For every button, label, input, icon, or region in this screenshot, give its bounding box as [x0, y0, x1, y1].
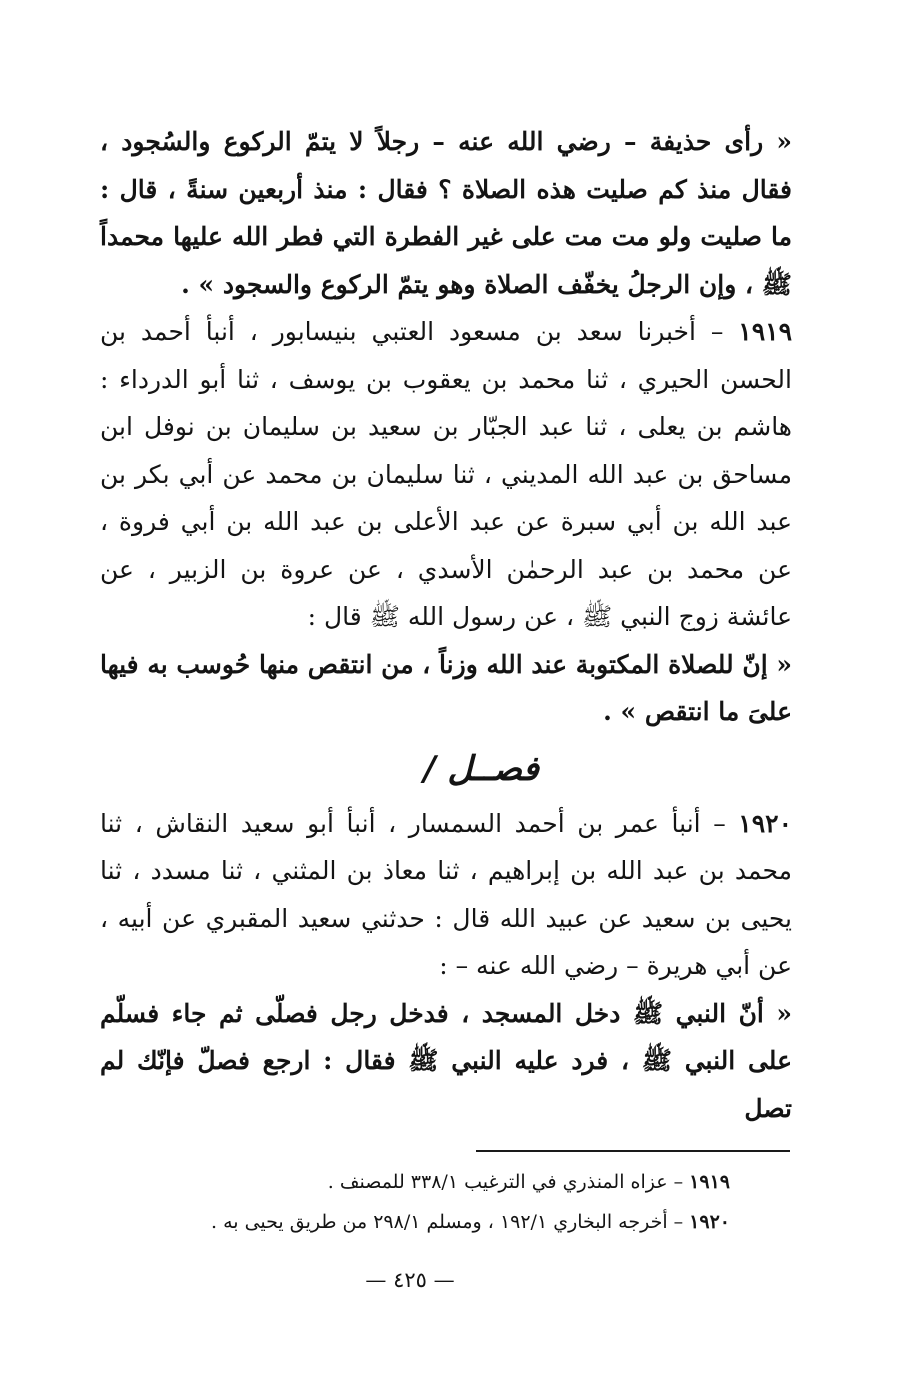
page-number: — ٤٢٥ — — [365, 1268, 455, 1292]
footnote-number: ١٩٢٠ — [689, 1211, 730, 1233]
hadith-1920-chain — [100, 800, 792, 990]
footnote-1919 — [100, 1162, 730, 1202]
footnotes — [100, 1162, 730, 1242]
hadith-1920-text: – أنبأ عمر بن أحمد السمسار ، أنبأ أبو سعيد النقاش ، ثنا محمد بن عبد الله بن إبراهيم ، ثنا معاذ بن المثني ، ثنا مسدد ، ثنا يحيى بن سعيد عن عبيد الله قال : حدثني سعيد المقبري عن أبيه ، عن أبي هريرة – رضي الله عنه – : — [100, 808, 792, 980]
hadith-1919-text: – أخبرنا سعد بن مسعود العتبي بنيسابور ، أنبأ أحمد بن الحسن الحيري ، ثنا محمد بن يعقوب بن يوسف ، ثنا أبو الدرداء : هاشم بن يعلى ، ثنا عبد الجبّار بن سعيد بن سليمان بن نوفل ابن مساحق بن عبد الله المديني ، ثنا سليمان بن محمد عن أبي بكر بن عبد الله بن أبي سبرة عن عبد الأعلى بن عبد الله بن أبي فروة ، عن محمد بن عبد الرحمٰن الأسدي ، عن عروة بن الزبير ، عن عائشة زوج النبي ﷺ ، عن رسول الله ﷺ قال : — [100, 317, 792, 631]
footnote-number: ١٩١٩ — [689, 1171, 730, 1193]
section-heading: فصــل / — [423, 748, 539, 789]
quote-hudhayfa: « رأى حذيفة – رضي الله عنه – رجلاً لا يتمّ الركوع والسُجود ، فقال منذ كم صليت هذه الصلاة ؟ فقال : منذ أربعين سنةً ، قال : ما صليت ولو مت مت على غير الفطرة التي فطر الله عليها محمداً ﷺ ، وإن الرجلُ يخفّف الصلاة وهو يتمّ الركوع والسجود » . — [100, 127, 792, 299]
footnote-separator — [476, 1150, 790, 1152]
hadith-1919-chain — [100, 308, 792, 641]
quote-1919: « إنّ للصلاة المكتوبة عند الله وزناً ، من انتقص منها حُوسب به فيها علىَ ما انتقص » . — [99, 649, 792, 726]
hadith-number-1920: ١٩٢٠ — [738, 808, 792, 838]
quote-1920: « أنّ النبي ﷺ دخل المسجد ، فدخل رجل فصلّى ثم جاء فسلّم على النبي ﷺ ، فرد عليه النبي ﷺ فقال : ارجع فصلّ فإنّك لم تصل — [100, 998, 792, 1123]
page-body — [100, 118, 792, 1132]
footnote-text: – عزاه المنذري في الترغيب ٣٣٨/١ للمصنف . — [327, 1171, 690, 1193]
footnote-text: – أخرجه البخاري ١٩٢/١ ، ومسلم ٢٩٨/١ من طريق يحيى به . — [210, 1211, 690, 1233]
footnote-1920 — [100, 1202, 730, 1242]
hadith-number-1919: ١٩١٩ — [738, 317, 792, 346]
